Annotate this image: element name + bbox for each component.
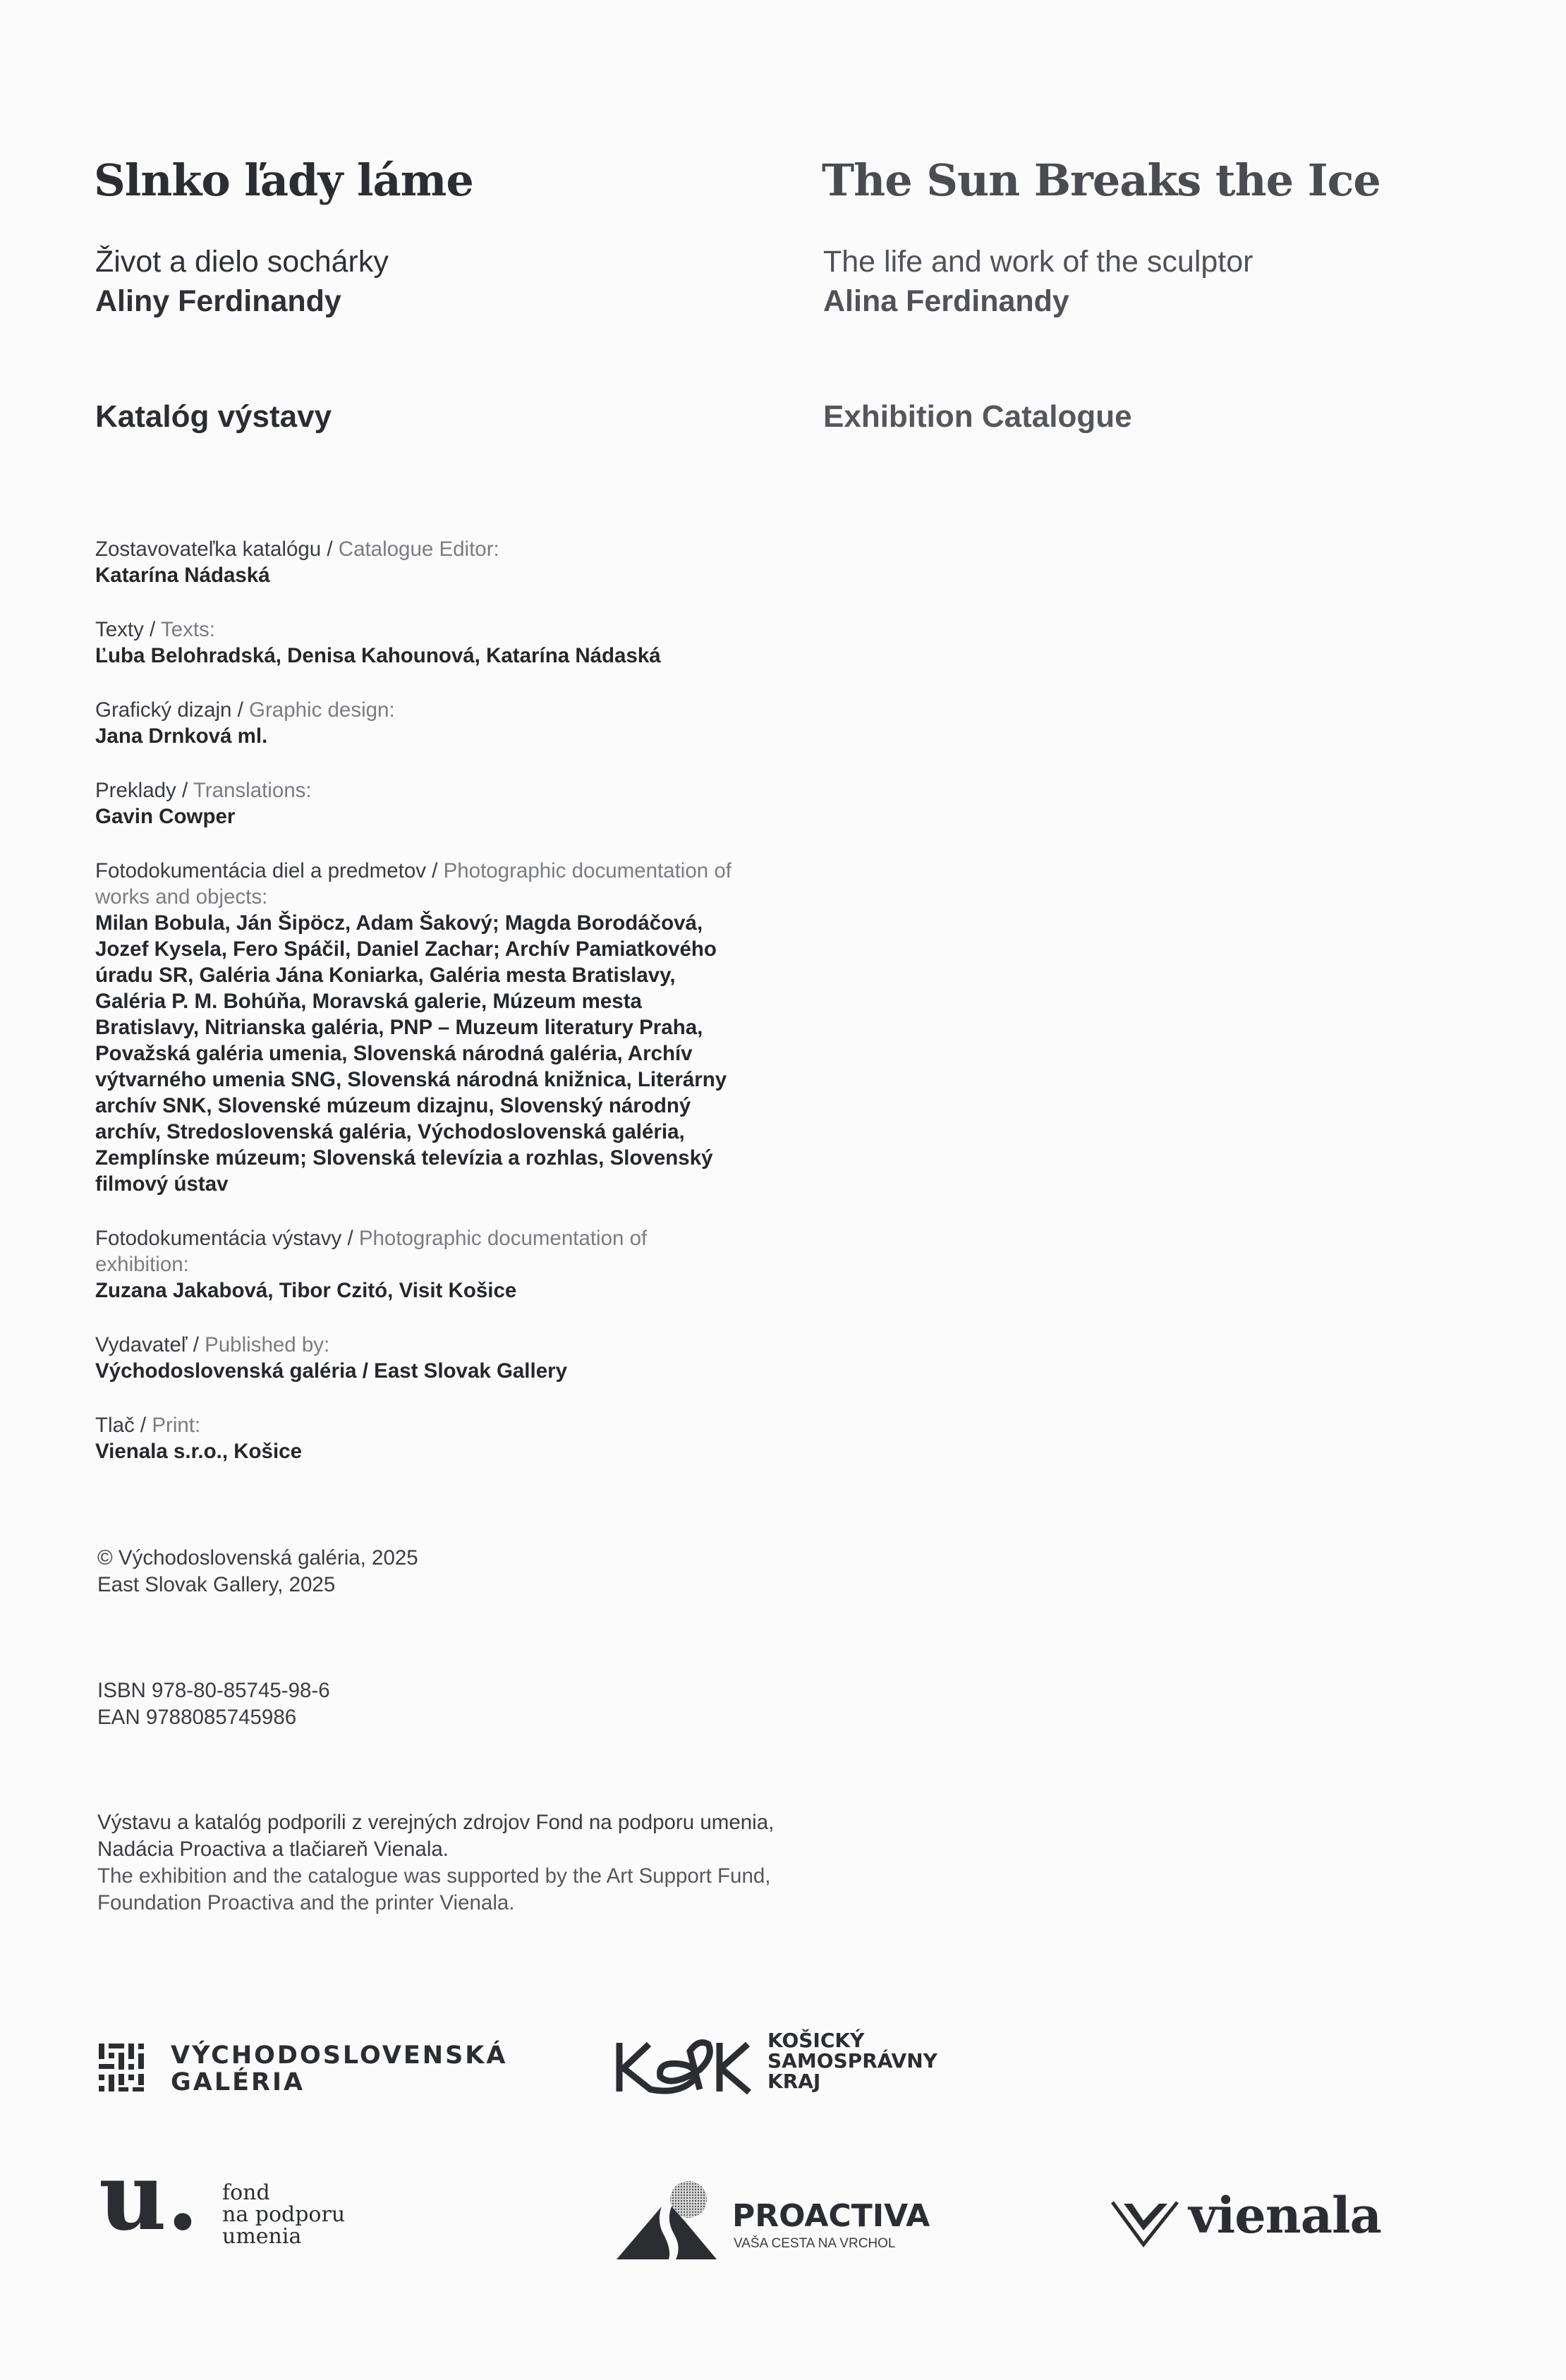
ksk-line1: KOŠICKÝ bbox=[767, 2029, 865, 2052]
credit-label-en: Published by: bbox=[198, 1333, 330, 1356]
credit-label-sk: Fotodokumentácia výstavy / bbox=[95, 1227, 353, 1250]
ean: EAN 9788085745986 bbox=[97, 1706, 297, 1729]
credit-translations bbox=[95, 777, 801, 830]
credit-label-en: Catalogue Editor: bbox=[332, 538, 499, 561]
support-sk: Výstavu a katalóg podporili z verejných zdrojov Fond na podporu umenia, Nadácia Proactiva a tlačiareň Vienala. bbox=[97, 1811, 775, 1861]
vsg-name bbox=[171, 2042, 508, 2096]
credit-value: Ľuba Belohradská, Denisa Kahounová, Katarína Nádaská bbox=[95, 644, 661, 667]
v-chevron-icon bbox=[1111, 2201, 1179, 2247]
subtitle-sk-line1: Život a dielo sochárky bbox=[95, 245, 389, 279]
credit-label-sk: Tlač / bbox=[95, 1414, 147, 1437]
credit-label-en: Translations: bbox=[188, 779, 312, 802]
credit-label-en: Photographic documentation of exhibition: bbox=[95, 1227, 648, 1276]
credits-list bbox=[95, 536, 801, 1493]
logo-vienala bbox=[1111, 2186, 1381, 2252]
subtitle-sk bbox=[95, 242, 389, 321]
credit-value: Zuzana Jakabová, Tibor Czitó, Visit Košice bbox=[95, 1279, 517, 1302]
logo-vsg bbox=[99, 2041, 508, 2099]
isbn: ISBN 978-80-85745-98-6 bbox=[97, 1679, 330, 1702]
copyright-line2: East Slovak Gallery, 2025 bbox=[97, 1573, 336, 1596]
fpu-mark: u. bbox=[99, 2142, 199, 2252]
credit-value: Vienala s.r.o., Košice bbox=[95, 1440, 302, 1463]
catalogue-label-en: Exhibition Catalogue bbox=[823, 399, 1132, 434]
proactiva-tagline: VAŠA CESTA NA VRCHOL bbox=[734, 2236, 896, 2251]
credit-value: Východoslovenská galéria / East Slovak Gallery bbox=[95, 1359, 567, 1383]
support-en: The exhibition and the catalogue was supported by the Art Support Fund, Foundation Proactiva and the printer Vienala. bbox=[97, 1864, 771, 1914]
credit-label-sk: Vydavateľ / bbox=[95, 1333, 199, 1356]
ksk-name bbox=[767, 2030, 937, 2091]
vsg-line1: VÝCHODOSLOVENSKÁ bbox=[171, 2041, 508, 2070]
logo-fpu bbox=[99, 2142, 367, 2261]
credit-design bbox=[95, 697, 801, 749]
credit-label-sk: Zostavovateľka katalógu / bbox=[95, 538, 333, 561]
support-statement bbox=[97, 1809, 775, 1917]
credit-value: Milan Bobula, Ján Šipöcz, Adam Šakový; Magda Borodáčová, Jozef Kysela, Fero Spáčil, Daniel Zachar; Archív Pamiatkového úradu SR, Galéria Jána Koniarka, Galéria mesta Bratislavy, Galéria P. M. Bohúňa, Moravská galerie, Múzeum mesta Bratislavy, Nitrianska galéria, PNP – Muzeum literatury Praha, Považská galéria umenia, Slovenská národná galéria, Archív výtvarného umenia SNG, Slovenská národná knižnica, Literárny archív SNK, Slovenské múzeum dizajnu, Slovenský národný archív, Stredoslovenská galéria, Východoslovenská galéria, Zemplínske múzeum; Slovenská televízia a rozhlas, Slovenský filmový ústav bbox=[95, 911, 727, 1196]
credit-value: Katarína Nádaská bbox=[95, 564, 270, 587]
ksk-line2: SAMOSPRÁVNY bbox=[767, 2049, 937, 2072]
title-en: The Sun Breaks the Ice bbox=[822, 154, 1380, 206]
copyright bbox=[97, 1545, 418, 1598]
identifiers bbox=[97, 1677, 330, 1731]
credit-print bbox=[95, 1412, 801, 1464]
vsg-line2: GALÉRIA bbox=[171, 2068, 305, 2096]
credit-label-sk: Fotodokumentácia diel a predmetov / bbox=[95, 859, 438, 882]
copyright-line1: © Východoslovenská galéria, 2025 bbox=[97, 1546, 418, 1570]
ksk-line3: KRAJ bbox=[767, 2070, 821, 2093]
subtitle-sk-line2: Aliny Ferdinandy bbox=[95, 284, 341, 318]
fpu-line2: na podporu bbox=[222, 2202, 346, 2227]
credit-label-sk: Texty / bbox=[95, 618, 156, 641]
credit-photo-works bbox=[95, 858, 751, 1197]
credit-publisher bbox=[95, 1332, 801, 1384]
logo-ksk bbox=[615, 2026, 937, 2103]
mountain-icon bbox=[615, 2180, 721, 2261]
proactiva-name: PROACTIVA bbox=[732, 2198, 930, 2234]
catalogue-label-sk: Katalóg výstavy bbox=[95, 399, 332, 434]
title-sk: Slnko ľady láme bbox=[94, 154, 473, 206]
fpu-name bbox=[222, 2182, 345, 2247]
vienala-name: vienala bbox=[1189, 2186, 1381, 2245]
ksk-mark-icon bbox=[615, 2039, 753, 2095]
logo-proactiva bbox=[615, 2180, 930, 2261]
credit-photo-exhibition bbox=[95, 1225, 716, 1304]
credit-label-en: Texts: bbox=[155, 618, 215, 641]
credit-editor bbox=[95, 536, 801, 588]
credit-texts bbox=[95, 617, 801, 669]
credit-value: Jana Drnková ml. bbox=[95, 724, 268, 748]
fpu-line3: umenia bbox=[222, 2224, 302, 2249]
credit-value: Gavin Cowper bbox=[95, 805, 236, 828]
vsg-grid-icon bbox=[99, 2044, 144, 2091]
subtitle-en-line1: The life and work of the sculptor bbox=[823, 245, 1254, 279]
subtitle-en bbox=[823, 242, 1253, 321]
credit-label-sk: Grafický dizajn / bbox=[95, 698, 243, 722]
credit-label-sk: Preklady / bbox=[95, 779, 188, 802]
credit-label-en: Graphic design: bbox=[243, 698, 395, 722]
fpu-line1: fond bbox=[222, 2180, 270, 2205]
credit-label-en: Print: bbox=[146, 1414, 201, 1437]
subtitle-en-line2: Alina Ferdinandy bbox=[823, 284, 1069, 318]
credit-label-en: Photographic documentation of works and objects: bbox=[95, 859, 732, 909]
